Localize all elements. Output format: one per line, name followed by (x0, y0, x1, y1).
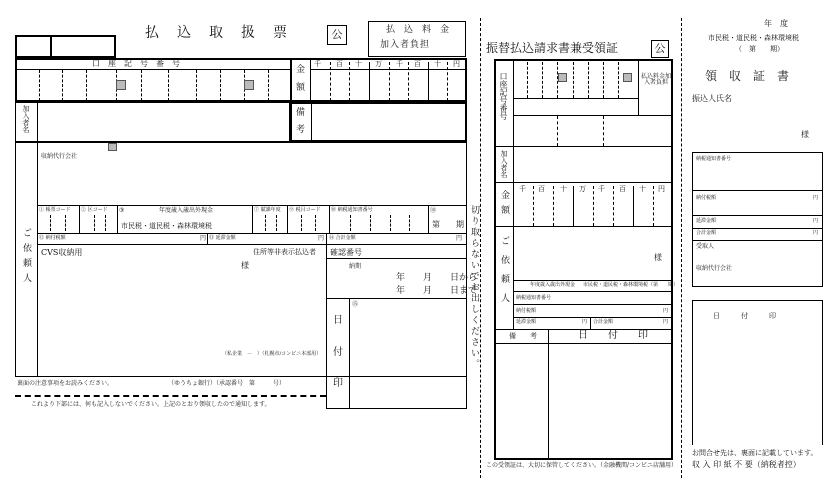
field-3: ③ (119, 207, 125, 214)
subscriber-box (15, 102, 290, 142)
divider (692, 228, 823, 229)
left-footer-2: （ゆうちょ銀行）（承認番号 第 号） (168, 380, 286, 387)
gray-marker (558, 73, 567, 82)
stamp-char-3: 印 (333, 378, 343, 389)
digit-sep (94, 215, 95, 231)
right-yen-3: 円 (813, 230, 819, 236)
digit-sep (350, 215, 351, 231)
stamp-frame (326, 298, 467, 409)
middle-total: 合計金額 (593, 319, 614, 325)
divider (548, 329, 549, 459)
divider (79, 205, 80, 233)
right-agent: 収納代行会社 (696, 265, 733, 272)
middle-notice-no: 納税通知書番号 (516, 295, 552, 301)
divider (287, 205, 288, 233)
left-agent: 収納代行会社 (41, 153, 78, 160)
account-header-line (16, 69, 290, 70)
digit-sep (618, 62, 619, 98)
divider (513, 60, 514, 146)
digit-sep (105, 215, 106, 231)
right-payer: 振込人氏名 (692, 94, 732, 103)
divider (428, 205, 429, 233)
cvs-label: CVS収納用 (41, 248, 83, 257)
middle-footer: この受領証は、大切に保管してください。（金融機関/コンビニ店舗用） (486, 462, 678, 469)
right-notice-no: 納税通知書番号 (696, 156, 732, 162)
right-receiver: 受取人 (696, 243, 715, 250)
right-yen-2: 円 (813, 218, 819, 224)
right-stamp-box (692, 300, 823, 445)
digit-sep (527, 62, 528, 98)
right-title: 領 収 証 書 (705, 69, 790, 83)
confirm-no: 確認番号 (330, 248, 362, 257)
divider (37, 103, 38, 141)
digit-sep (603, 116, 604, 146)
year-cash: 年度歳入歳出外現金 (159, 207, 214, 214)
divider (37, 142, 38, 377)
field-13: ⑬ 延滞金額 (209, 235, 236, 241)
digit-sep (196, 70, 197, 101)
middle-sama: 様 (654, 253, 662, 262)
remarks-box (290, 102, 467, 142)
unit-yen: 円 (658, 185, 665, 193)
date-to: 年 月 日まで (396, 286, 478, 296)
yen-2: 円 (318, 235, 325, 242)
divider (513, 146, 514, 182)
digit-sep (301, 215, 302, 231)
divider (692, 215, 823, 216)
digit-sep (573, 186, 574, 226)
field-14: ⑭ 合計金額 (329, 235, 356, 241)
barcode-note: （私企業 － ）（札幌市/コンビニ本部用） (222, 351, 322, 357)
unit-sen: 千 (519, 185, 526, 193)
unit-juu: 十 (560, 185, 567, 193)
divider (326, 233, 327, 244)
digit-sep (39, 70, 40, 101)
unit-juu: 十 (355, 60, 362, 68)
digit-sep (428, 62, 429, 101)
right-footer-2: 収 入 印 紙 不 要（納税者控） (692, 460, 801, 469)
divider (494, 226, 673, 227)
divider (513, 291, 673, 292)
digit-sep (389, 62, 390, 101)
digit-sep (408, 62, 409, 101)
gray-marker (244, 80, 254, 90)
perforation-note: 切り取らないでお出しください。 (469, 205, 479, 370)
remarks-label-2: 考 (296, 125, 306, 135)
divider (252, 205, 253, 233)
right-late-fee: 延滞金額 (696, 218, 717, 224)
middle-title: 振替払込請求書兼受領証 (486, 41, 619, 55)
yen-1: 円 (200, 235, 207, 242)
digit-sep (265, 215, 266, 231)
digit-sep (349, 62, 350, 101)
unit-hyaku: 百 (336, 60, 343, 68)
divider (311, 103, 312, 141)
left-title: 払 込 取 扱 票 (145, 25, 289, 41)
deadline-label: 納期 (349, 263, 362, 270)
middle-fee-label: 払込料金加入者負担 (641, 73, 672, 87)
unit-juu: 十 (434, 60, 441, 68)
divider (590, 317, 591, 329)
divider (513, 304, 673, 305)
middle-late-fee: 延滞金額 (516, 319, 537, 325)
field-15: ⑮ (352, 301, 359, 308)
right-tax-name: 市民税・道民税・森林環境税 (708, 34, 799, 42)
divider (513, 317, 673, 318)
date-from: 年 月 日から (396, 273, 478, 283)
digit-sep (62, 70, 63, 101)
middle-yen-1: 円 (663, 308, 669, 314)
right-period: （ 第 期） (735, 45, 784, 53)
field-2: ② 区コード (81, 207, 108, 213)
divider (37, 244, 467, 245)
divider (329, 205, 330, 233)
address-label: 住所等非表示払込者 (253, 248, 316, 256)
perforation-1 (480, 18, 481, 478)
fee-label-2: 加入者負担 (380, 40, 431, 50)
divider (207, 233, 208, 244)
right-footer-1: お問合せ先は、裏面に記載しています。 (692, 449, 818, 457)
field-1: ① 帳票コード (39, 207, 71, 213)
middle-date-stamp: 日 付 印 (578, 330, 648, 341)
divider (513, 226, 514, 329)
left-ko-mark: 公 (327, 25, 347, 45)
digit-sep (168, 70, 169, 101)
divider (494, 182, 673, 183)
unit-sen: 千 (314, 60, 321, 68)
middle-subscriber-label: 加入者名 (500, 150, 508, 178)
digit-sep (315, 215, 316, 231)
account-header: 口 座 記 号 番 号 (92, 59, 180, 68)
divider (50, 36, 52, 57)
digit-sep (653, 186, 654, 226)
digit-sep (268, 70, 269, 101)
divider (513, 182, 514, 226)
digit-sep (370, 215, 371, 231)
amount-label-2: 額 (296, 83, 306, 93)
unit-hyaku: 百 (414, 60, 421, 68)
unit-man: 万 (579, 185, 586, 193)
unit-yen: 円 (453, 60, 460, 68)
middle-yen-2: 円 (582, 319, 588, 325)
field-9: ⑨ 税目コード (289, 207, 321, 213)
middle-account-label: 口座記号番号 (499, 72, 508, 120)
field-18-period: 第 期 (432, 220, 464, 229)
gray-marker (623, 73, 632, 82)
right-total: 合計金額 (696, 230, 717, 236)
below-note: これより下部には、何も記入しないでください。上記のとおり領収したので通知します。 (31, 401, 271, 408)
divider (638, 60, 639, 115)
digit-sep (593, 186, 594, 226)
field-12: ⑫ 納付税額 (39, 235, 66, 241)
digit-sep (533, 186, 534, 226)
middle-tax-name: 市民税・道民税・森林環境税（第 期） (583, 282, 679, 288)
cut-line (15, 395, 326, 397)
middle-tax-amount: 納付税額 (516, 308, 537, 314)
digit-sep (276, 215, 277, 231)
left-sama: 様 (241, 261, 249, 270)
divider (692, 190, 823, 191)
field-10: ⑩ 納税通知書番号 (331, 207, 373, 213)
yen-3: 円 (456, 235, 463, 242)
right-tax-amount: 納付税額 (696, 195, 717, 201)
left-iraisha: ご依頼人 (21, 228, 31, 288)
stamp-char-1: 日 (333, 315, 343, 326)
unit-hyaku: 百 (619, 185, 626, 193)
subscriber-label: 加入者名 (22, 105, 30, 133)
digit-sep (613, 186, 614, 226)
divider (513, 98, 638, 99)
right-date-stamp: 日 付 印 (713, 312, 776, 320)
unit-man: 万 (375, 60, 382, 68)
digit-sep (369, 62, 370, 101)
right-year: 年 度 (764, 19, 788, 28)
divider (513, 115, 673, 116)
divider (692, 240, 823, 241)
stamp-char-2: 付 (333, 347, 343, 358)
left-footer-1: 裏面の注意事項をお読みください。 (17, 380, 114, 387)
perforation-2 (681, 18, 682, 478)
middle-main-frame (494, 59, 673, 460)
middle-year-cash: 年度歳入歳出外現金 (530, 282, 576, 288)
digit-sep (220, 70, 221, 101)
remarks-label-1: 備 (296, 108, 306, 118)
digit-sep (557, 116, 558, 146)
digit-sep (633, 186, 634, 226)
left-tax-name: 市民税・道民税・森林環境税 (121, 222, 212, 230)
divider (310, 59, 311, 101)
digit-sep (553, 186, 554, 226)
fee-label-1: 払 込 料 金 (386, 25, 450, 35)
digit-sep (447, 62, 448, 101)
field-18: ⑱ (430, 207, 437, 214)
divider (513, 280, 673, 281)
digit-sep (603, 62, 604, 98)
account-amount-divider (290, 59, 292, 101)
digit-sep (330, 62, 331, 101)
divider (494, 146, 673, 147)
digit-sep (141, 70, 142, 101)
form-code-box (15, 35, 116, 58)
digit-sep (50, 215, 51, 231)
unit-hyaku: 百 (538, 185, 545, 193)
middle-remarks: 備 考 (509, 332, 537, 340)
right-sama: 様 (801, 130, 809, 139)
middle-amount-label: 金額 (499, 190, 509, 220)
gray-marker (116, 80, 126, 90)
digit-sep (390, 215, 391, 231)
unit-sen: 千 (396, 60, 403, 68)
divider (37, 233, 467, 234)
divider (494, 343, 673, 344)
digit-sep (588, 62, 589, 98)
digit-sep (542, 62, 543, 98)
middle-iraisha: ご依頼人 (499, 236, 509, 312)
right-yen-1: 円 (813, 195, 819, 201)
digit-sep (573, 62, 574, 98)
divider (326, 258, 467, 259)
unit-sen: 千 (598, 185, 605, 193)
unit-juu: 十 (639, 185, 646, 193)
amount-label-1: 金 (296, 65, 306, 75)
digit-sep (65, 215, 66, 231)
digit-sep (409, 215, 410, 231)
middle-ko-mark: 公 (651, 40, 669, 58)
digit-sep (86, 70, 87, 101)
divider (117, 205, 118, 233)
middle-yen-3: 円 (663, 319, 669, 325)
field-7: ⑦ 賦課年度 (254, 207, 281, 213)
